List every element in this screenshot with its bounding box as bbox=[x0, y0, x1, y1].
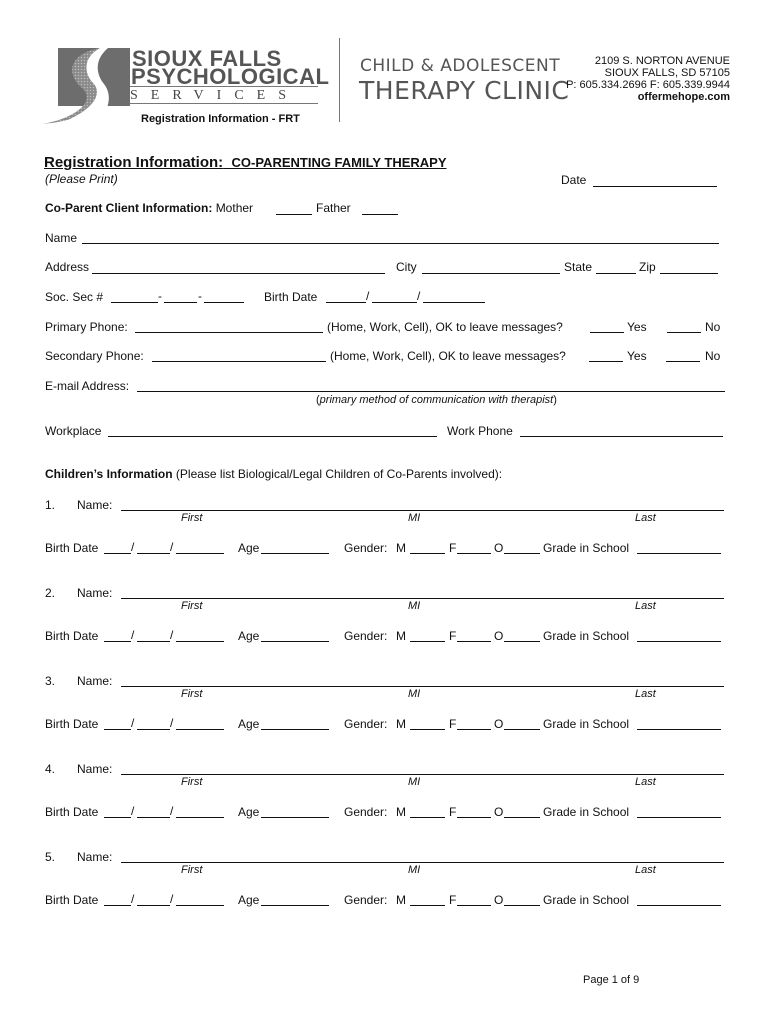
primary-no-label: No bbox=[705, 320, 721, 334]
child-last-caption: Last bbox=[635, 600, 656, 612]
father-label: Father bbox=[316, 201, 351, 215]
child-gender-label: Gender: bbox=[344, 893, 388, 907]
child-gender-o-label: O bbox=[494, 541, 504, 555]
child-gender-f-field[interactable] bbox=[457, 905, 491, 906]
child-first-caption: First bbox=[181, 688, 203, 700]
child-grade-label: Grade in School bbox=[543, 717, 630, 731]
child-name-label: Name: bbox=[77, 850, 113, 864]
child-mi-caption: MI bbox=[408, 776, 421, 788]
child-gender-f-field[interactable] bbox=[457, 553, 491, 554]
child-age-field[interactable] bbox=[261, 817, 329, 818]
mother-field[interactable] bbox=[276, 214, 312, 215]
child-gender-f-label: F bbox=[449, 717, 457, 731]
birth-month-field[interactable] bbox=[326, 302, 366, 303]
ssn-dash: - bbox=[158, 289, 162, 303]
website-link[interactable]: offermehope.com bbox=[637, 91, 730, 103]
state-field[interactable] bbox=[596, 273, 636, 274]
child-name-label: Name: bbox=[77, 586, 113, 600]
primary-yes-label: Yes bbox=[627, 320, 647, 334]
workplace-field[interactable] bbox=[108, 436, 437, 437]
secondary-yes-label: Yes bbox=[627, 349, 647, 363]
primary-phone-type: (Home, Work, Cell), OK to leave messages? bbox=[327, 320, 563, 334]
form-title-main: Registration Information: bbox=[44, 154, 224, 171]
zip-label: Zip bbox=[639, 260, 656, 274]
child-gender-m-label: M bbox=[396, 893, 406, 907]
secondary-phone-type: (Home, Work, Cell), OK to leave messages? bbox=[330, 349, 566, 363]
child-last-caption: Last bbox=[635, 688, 656, 700]
date-label: Date bbox=[561, 173, 587, 187]
date-slash: / bbox=[170, 892, 174, 906]
address-line-1: 2109 S. NORTON AVENUE bbox=[594, 55, 730, 67]
logo-rule bbox=[130, 103, 318, 104]
child-gender-f-field[interactable] bbox=[457, 817, 491, 818]
child-birth-day-field[interactable] bbox=[137, 905, 170, 906]
child-age-label: Age bbox=[238, 893, 260, 907]
child-gender-o-field[interactable] bbox=[504, 553, 540, 554]
child-name-field[interactable] bbox=[121, 774, 724, 775]
child-first-caption: First bbox=[181, 512, 203, 524]
child-age-label: Age bbox=[238, 805, 260, 819]
child-birth-label: Birth Date bbox=[45, 717, 99, 731]
child-grade-field[interactable] bbox=[637, 553, 721, 554]
child-last-caption: Last bbox=[635, 512, 656, 524]
birth-day-field[interactable] bbox=[372, 302, 417, 303]
child-gender-m-label: M bbox=[396, 805, 406, 819]
date-slash: / bbox=[131, 804, 135, 818]
child-birth-year-field[interactable] bbox=[176, 641, 224, 642]
child-birth-label: Birth Date bbox=[45, 805, 99, 819]
child-gender-m-field[interactable] bbox=[410, 729, 445, 730]
child-age-label: Age bbox=[238, 717, 260, 731]
child-mi-caption: MI bbox=[408, 512, 421, 524]
work-phone-label: Work Phone bbox=[447, 424, 513, 438]
child-gender-m-label: M bbox=[396, 629, 406, 643]
date-slash: / bbox=[417, 289, 421, 303]
zip-field[interactable] bbox=[660, 273, 718, 274]
phone-fax: P: 605.334.2696 F: 605.339.9944 bbox=[566, 79, 730, 91]
date-slash: / bbox=[170, 804, 174, 818]
child-gender-o-field[interactable] bbox=[504, 729, 540, 730]
child-birth-day-field[interactable] bbox=[137, 817, 170, 818]
coparent-row bbox=[45, 201, 253, 215]
child-gender-m-field[interactable] bbox=[410, 817, 445, 818]
workplace-label: Workplace bbox=[45, 424, 102, 438]
secondary-phone-field[interactable] bbox=[152, 361, 326, 362]
child-birth-label: Birth Date bbox=[45, 893, 99, 907]
ssn-part-1-field[interactable] bbox=[111, 302, 158, 303]
coparent-label: Co-Parent Client Information: bbox=[45, 201, 213, 215]
city-label: City bbox=[396, 260, 417, 274]
please-print: (Please Print) bbox=[45, 172, 118, 186]
child-birth-month-field[interactable] bbox=[104, 553, 131, 554]
child-gender-f-label: F bbox=[449, 805, 457, 819]
secondary-phone-label: Secondary Phone: bbox=[45, 349, 144, 363]
child-grade-label: Grade in School bbox=[543, 541, 630, 555]
child-first-caption: First bbox=[181, 776, 203, 788]
child-gender-f-label: F bbox=[449, 541, 457, 555]
child-gender-m-label: M bbox=[396, 717, 406, 731]
child-birth-month-field[interactable] bbox=[104, 817, 131, 818]
date-field[interactable] bbox=[593, 186, 717, 187]
children-note: (Please list Biological/Legal Children of Co-Parents involved): bbox=[175, 467, 503, 481]
child-gender-label: Gender: bbox=[344, 629, 388, 643]
child-gender-m-field[interactable] bbox=[410, 905, 445, 906]
primary-phone-field[interactable] bbox=[135, 332, 323, 333]
child-age-field[interactable] bbox=[261, 729, 329, 730]
primary-phone-label: Primary Phone: bbox=[45, 320, 128, 334]
child-age-label: Age bbox=[238, 629, 260, 643]
date-slash: / bbox=[131, 892, 135, 906]
children-label: Children’s Information bbox=[45, 467, 173, 481]
child-gender-f-field[interactable] bbox=[457, 641, 491, 642]
mother-label: Mother bbox=[215, 201, 254, 215]
child-birth-month-field[interactable] bbox=[104, 729, 131, 730]
child-mi-caption: MI bbox=[408, 600, 421, 612]
child-grade-field[interactable] bbox=[637, 729, 721, 730]
child-birth-day-field[interactable] bbox=[137, 553, 170, 554]
date-slash: / bbox=[131, 540, 135, 554]
secondary-no-field[interactable] bbox=[666, 361, 700, 362]
address-label: Address bbox=[45, 260, 90, 274]
child-birth-label: Birth Date bbox=[45, 541, 99, 555]
child-gender-o-field[interactable] bbox=[504, 641, 540, 642]
child-gender-o-label: O bbox=[494, 717, 504, 731]
address-field[interactable] bbox=[92, 273, 385, 274]
date-slash: / bbox=[131, 628, 135, 642]
logo-line-1: SIOUX FALLS bbox=[132, 46, 282, 71]
child-age-field[interactable] bbox=[261, 641, 329, 642]
birth-year-field[interactable] bbox=[423, 302, 485, 303]
child-last-caption: Last bbox=[635, 864, 656, 876]
child-gender-o-field[interactable] bbox=[504, 905, 540, 906]
logo-line-3: SERVICES bbox=[130, 88, 300, 103]
clinic-line-2: THERAPY CLINIC bbox=[359, 76, 570, 105]
child-grade-label: Grade in School bbox=[543, 805, 630, 819]
birth-date-label: Birth Date bbox=[264, 290, 318, 304]
header-divider bbox=[339, 38, 340, 122]
name-field[interactable] bbox=[82, 243, 719, 244]
child-first-caption: First bbox=[181, 600, 203, 612]
child-number: 5. bbox=[45, 850, 56, 864]
child-name-field[interactable] bbox=[121, 510, 724, 511]
child-gender-label: Gender: bbox=[344, 541, 388, 555]
child-first-caption: First bbox=[181, 864, 203, 876]
child-gender-m-label: M bbox=[396, 541, 406, 555]
child-number: 2. bbox=[45, 586, 56, 600]
child-birth-month-field[interactable] bbox=[104, 641, 131, 642]
child-gender-f-field[interactable] bbox=[457, 729, 491, 730]
child-name-label: Name: bbox=[77, 674, 113, 688]
date-slash: / bbox=[170, 540, 174, 554]
child-mi-caption: MI bbox=[408, 864, 421, 876]
father-field[interactable] bbox=[362, 214, 398, 215]
child-age-label: Age bbox=[238, 541, 260, 555]
child-birth-year-field[interactable] bbox=[176, 817, 224, 818]
ssn-part-2-field[interactable] bbox=[164, 302, 197, 303]
child-birth-year-field[interactable] bbox=[176, 553, 224, 554]
child-age-field[interactable] bbox=[261, 553, 329, 554]
email-note: (primary method of communication with therapist) bbox=[316, 394, 557, 406]
child-name-label: Name: bbox=[77, 762, 113, 776]
primary-no-field[interactable] bbox=[667, 332, 701, 333]
date-slash: / bbox=[170, 628, 174, 642]
child-name-field[interactable] bbox=[121, 862, 724, 863]
child-grade-label: Grade in School bbox=[543, 893, 630, 907]
child-gender-o-label: O bbox=[494, 893, 504, 907]
ssn-label: Soc. Sec # bbox=[45, 290, 104, 304]
child-mi-caption: MI bbox=[408, 688, 421, 700]
secondary-no-label: No bbox=[705, 349, 721, 363]
child-name-field[interactable] bbox=[121, 598, 724, 599]
child-name-field[interactable] bbox=[121, 686, 724, 687]
child-age-field[interactable] bbox=[261, 905, 329, 906]
email-field[interactable] bbox=[137, 391, 725, 392]
date-slash: / bbox=[170, 716, 174, 730]
work-phone-field[interactable] bbox=[520, 436, 723, 437]
page-number: Page 1 of 9 bbox=[583, 974, 640, 986]
city-field[interactable] bbox=[422, 273, 560, 274]
ssn-part-3-field[interactable] bbox=[204, 302, 244, 303]
date-slash: / bbox=[131, 716, 135, 730]
name-label: Name bbox=[45, 231, 78, 245]
clinic-line-1: CHILD & ADOLESCENT bbox=[360, 56, 561, 76]
child-number: 1. bbox=[45, 498, 56, 512]
child-last-caption: Last bbox=[635, 776, 656, 788]
child-gender-label: Gender: bbox=[344, 805, 388, 819]
child-gender-f-label: F bbox=[449, 893, 457, 907]
date-slash: / bbox=[366, 289, 370, 303]
child-grade-field[interactable] bbox=[637, 905, 721, 906]
child-number: 4. bbox=[45, 762, 56, 776]
child-birth-month-field[interactable] bbox=[104, 905, 131, 906]
child-grade-label: Grade in School bbox=[543, 629, 630, 643]
logo-swoosh-icon bbox=[38, 44, 130, 126]
child-grade-field[interactable] bbox=[637, 641, 721, 642]
child-birth-day-field[interactable] bbox=[137, 729, 170, 730]
state-label: State bbox=[564, 260, 593, 274]
child-name-label: Name: bbox=[77, 498, 113, 512]
email-label: E-mail Address: bbox=[45, 379, 130, 393]
child-gender-o-field[interactable] bbox=[504, 817, 540, 818]
child-gender-f-label: F bbox=[449, 629, 457, 643]
header-subtitle: Registration Information - FRT bbox=[141, 113, 300, 125]
child-birth-day-field[interactable] bbox=[137, 641, 170, 642]
logo-line-2: PSYCHOLOGICAL bbox=[131, 64, 330, 89]
child-gender-o-label: O bbox=[494, 629, 504, 643]
child-gender-o-label: O bbox=[494, 805, 504, 819]
secondary-yes-field[interactable] bbox=[589, 361, 623, 362]
logo-rule bbox=[130, 86, 318, 87]
child-birth-year-field[interactable] bbox=[176, 905, 224, 906]
child-birth-label: Birth Date bbox=[45, 629, 99, 643]
child-gender-m-field[interactable] bbox=[410, 641, 445, 642]
form-title bbox=[44, 154, 447, 171]
child-gender-m-field[interactable] bbox=[410, 553, 445, 554]
child-grade-field[interactable] bbox=[637, 817, 721, 818]
child-gender-label: Gender: bbox=[344, 717, 388, 731]
child-number: 3. bbox=[45, 674, 56, 688]
primary-yes-field[interactable] bbox=[590, 332, 624, 333]
children-heading bbox=[45, 467, 502, 481]
form-title-sub: CO-PARENTING FAMILY THERAPY bbox=[231, 155, 447, 170]
child-birth-year-field[interactable] bbox=[176, 729, 224, 730]
ssn-dash: - bbox=[198, 289, 202, 303]
address-line-2: SIOUX FALLS, SD 57105 bbox=[604, 67, 730, 79]
